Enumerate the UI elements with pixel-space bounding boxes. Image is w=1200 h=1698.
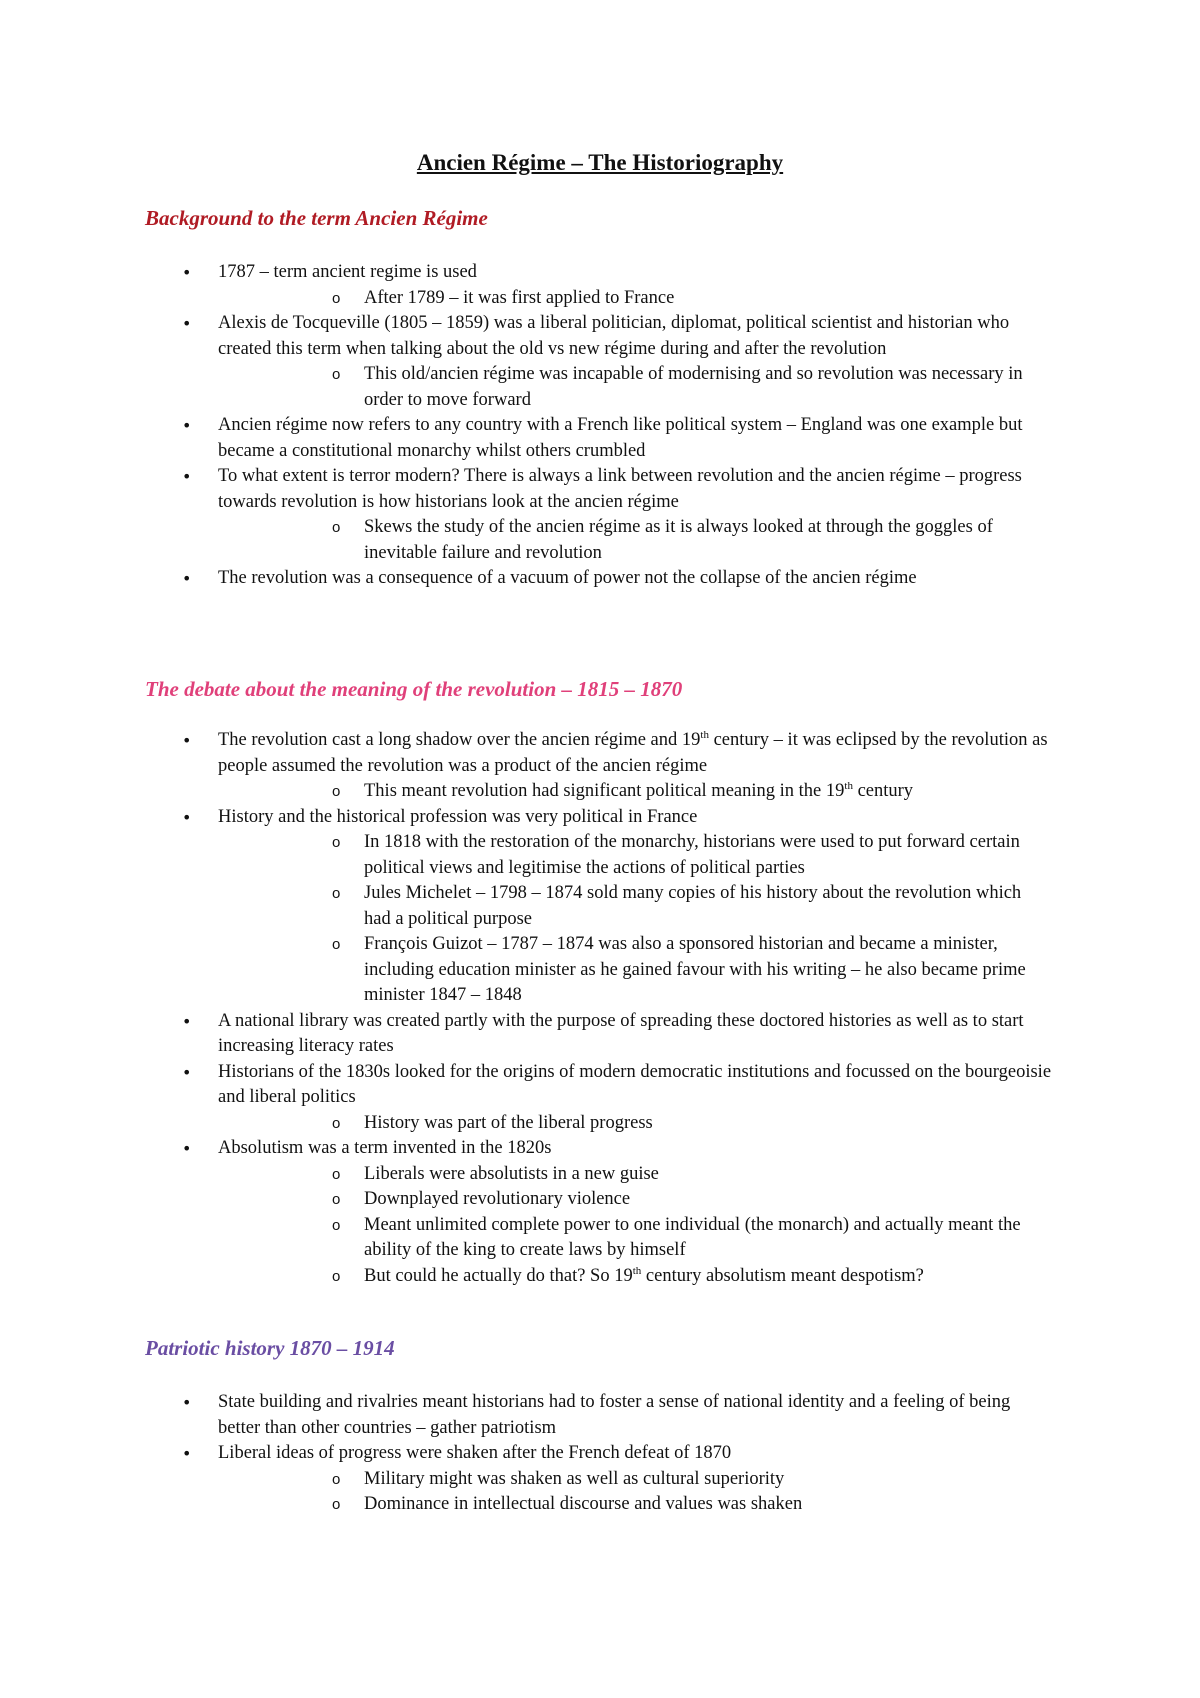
sub-list-item: o Meant unlimited complete power to one individual (the monarch) and actually meant the ability of the king to create laws by himself bbox=[364, 1213, 1044, 1264]
list-item: • State building and rivalries meant historians had to foster a sense of national identity and a feeling of being better than other countries – gather patriotism bbox=[0, 1390, 1055, 1441]
sub-list-item: o Jules Michelet – 1798 – 1874 sold many copies of his history about the revolution which had a political purpose bbox=[364, 881, 1044, 932]
list-item: • A national library was created partly with the purpose of spreading these doctored histories as well as to start increasing literacy rates bbox=[0, 1009, 1055, 1060]
sub-list-item: o After 1789 – it was first applied to France bbox=[364, 286, 1044, 312]
list-item: • The revolution was a consequence of a vacuum of power not the collapse of the ancien régime bbox=[0, 566, 1055, 592]
list-item: • To what extent is terror modern? There is always a link between revolution and the ancien régime – progress towards revolution is how historians look at the ancien régime o Skews the study of the ancien régime as it is always looked at through the goggles of inevitable failure and revolution bbox=[0, 464, 1055, 566]
list-item: • Absolutism was a term invented in the 1820s o Liberals were absolutists in a new guise o Downplayed revolutionary violence o Meant unlimited complete power to one individual (the monarch) and actually meant the ability of the king to create laws by himself o But could he actually do that? So 19th century absolutism meant despotism? bbox=[0, 1136, 1055, 1289]
sub-list-item: o History was part of the liberal progress bbox=[364, 1111, 1044, 1137]
list-item: • Alexis de Tocqueville (1805 – 1859) was a liberal politician, diplomat, political scientist and historian who created this term when talking about the old vs new régime during and after the revolution o This old/ancien régime was incapable of modernising and so revolution was necessary in order to move forward bbox=[0, 311, 1055, 413]
sub-list-item: o Downplayed revolutionary violence bbox=[364, 1187, 1044, 1213]
page-title: Ancien Régime – The Historiography bbox=[416, 150, 784, 175]
bullet-list-patriotic bbox=[0, 1390, 1200, 1518]
sub-list-item: o Dominance in intellectual discourse and values was shaken bbox=[364, 1492, 1044, 1518]
section-heading-background: Background to the term Ancien Régime bbox=[145, 206, 488, 230]
list-item: • Ancien régime now refers to any country with a French like political system – England was one example but became a constitutional monarchy whilst others crumbled bbox=[0, 413, 1055, 464]
sub-list-item: o This old/ancien régime was incapable of modernising and so revolution was necessary in order to move forward bbox=[364, 362, 1044, 413]
sub-list-item: o This meant revolution had significant political meaning in the 19th century bbox=[364, 779, 1044, 805]
sub-list-item: o Military might was shaken as well as cultural superiority bbox=[364, 1467, 1044, 1493]
bullet-list-background bbox=[0, 260, 1200, 592]
list-item: • 1787 – term ancient regime is used o After 1789 – it was first applied to France bbox=[0, 260, 1055, 311]
sub-list-item: o In 1818 with the restoration of the monarchy, historians were used to put forward certain political views and legitimise the actions of political parties bbox=[364, 830, 1044, 881]
section-heading-debate: The debate about the meaning of the revolution – 1815 – 1870 bbox=[145, 677, 683, 701]
sub-list-item: o Liberals were absolutists in a new guise bbox=[364, 1162, 1044, 1188]
sub-list-item: o François Guizot – 1787 – 1874 was also a sponsored historian and became a minister, including education minister as he gained favour with his writing – he also became prime minister 1847 – 1848 bbox=[364, 932, 1044, 1009]
sub-list-item: o Skews the study of the ancien régime as it is always looked at through the goggles of inevitable failure and revolution bbox=[364, 515, 1044, 566]
section-heading-patriotic: Patriotic history 1870 – 1914 bbox=[145, 1336, 395, 1360]
bullet-list-debate bbox=[0, 728, 1200, 1289]
list-item: • Liberal ideas of progress were shaken after the French defeat of 1870 o Military might was shaken as well as cultural superiority o Dominance in intellectual discourse and values was shaken bbox=[0, 1441, 1055, 1518]
list-item: • History and the historical profession was very political in France o In 1818 with the restoration of the monarchy, historians were used to put forward certain political views and legitimise the actions of political parties o Jules Michelet – 1798 – 1874 sold many copies of his history about the revolution which had a political purpose o François Guizot – 1787 – 1874 was also a sponsored historian and became a minister, including education minister as he gained favour with his writing – he also became prime minister 1847 – 1848 bbox=[0, 805, 1055, 1009]
sub-list-item: o But could he actually do that? So 19th century absolutism meant despotism? bbox=[364, 1264, 1044, 1290]
list-item: • The revolution cast a long shadow over the ancien régime and 19th century – it was eclipsed by the revolution as people assumed the revolution was a product of the ancien régime o This meant revolution had significant political meaning in the 19th century bbox=[0, 728, 1055, 805]
list-item: • Historians of the 1830s looked for the origins of modern democratic institutions and focussed on the bourgeoisie and liberal politics o History was part of the liberal progress bbox=[0, 1060, 1055, 1137]
